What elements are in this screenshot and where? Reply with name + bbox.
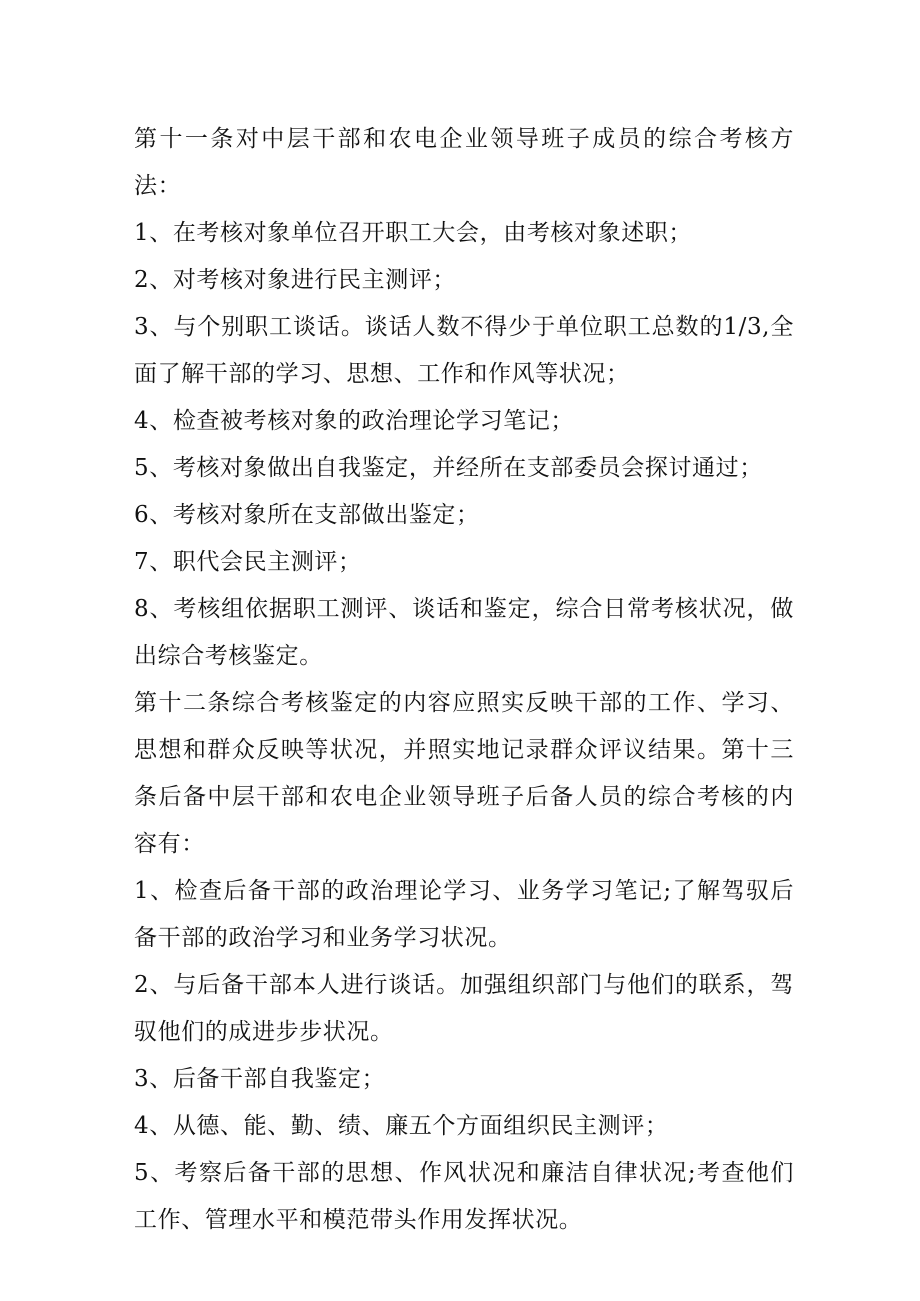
article-13-item-1: 1、检查后备干部的政治理论学习、业务学习笔记;了解驾驭后备干部的政治学习和业务学习状况。: [134, 878, 794, 951]
article-13-item-5: 5、考察后备干部的思想、作风状况和廉洁自律状况;考查他们工作、管理水平和模范带头作用发挥状况。: [134, 1160, 794, 1233]
document-body: [134, 116, 794, 1244]
article-11-item-5: 5、考核对象做出自我鉴定，并经所在支部委员会探讨通过；: [134, 455, 763, 481]
article-11-item-2: 2、对考核对象进行民主测评；: [134, 267, 457, 293]
article-11-item-6: 6、考核对象所在支部做出鉴定；: [134, 502, 480, 528]
article-11-item-3: 3、与个别职工谈话。谈话人数不得少于单位职工总数的1/3,全面了解干部的学习、思想、工作和作风等状况；: [134, 314, 794, 387]
article-11-item-1: 1、在考核对象单位召开职工大会，由考核对象述职；: [134, 220, 693, 246]
article-13-item-3: 3、后备干部自我鉴定；: [134, 1066, 386, 1092]
article-13-item-2: 2、与后备干部本人进行谈话。加强组织部门与他们的联系，驾驭他们的成进步步状况。: [134, 972, 794, 1045]
article-13-item-4: 4、从德、能、勤、绩、廉五个方面组织民主测评；: [134, 1113, 669, 1139]
article-11-item-7: 7、职代会民主测评；: [134, 549, 362, 575]
article-11-item-4: 4、检查被考核对象的政治理论学习笔记；: [134, 408, 575, 434]
article-11-heading: 第十一条对中层干部和农电企业领导班子成员的综合考核方法：: [134, 126, 794, 199]
article-11-item-8: 8、考核组依据职工测评、谈话和鉴定，综合日常考核状况，做出综合考核鉴定。: [134, 596, 794, 669]
article-12-13-paragraph: 第十二条综合考核鉴定的内容应照实反映干部的工作、学习、思想和群众反映等状况，并照实地记录群众评议结果。第十三条后备中层干部和农电企业领导班子后备人员的综合考核的内容有：: [134, 690, 794, 857]
